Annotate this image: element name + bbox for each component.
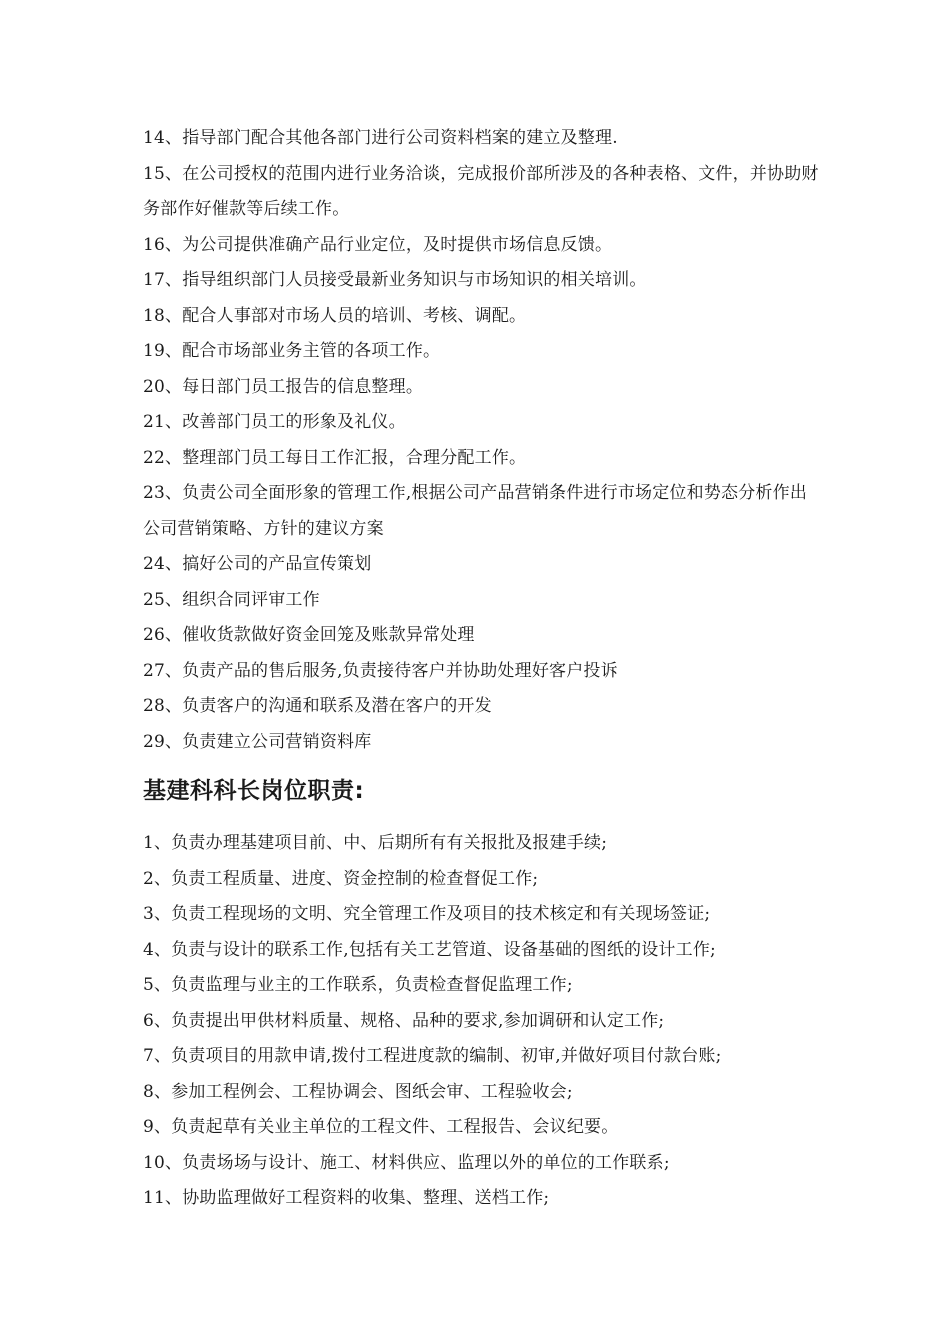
list-item: 21、改善部门员工的形象及礼仪。 <box>143 412 406 432</box>
list-item: 26、催收货款做好资金回笼及账款异常处理 <box>143 625 475 645</box>
list-item: 1、负责办理基建项目前、中、后期所有有关报批及报建手续; <box>143 833 608 853</box>
list-item: 24、搞好公司的产品宣传策划 <box>143 554 372 574</box>
list-item: 10、负责场场与设计、施工、材料供应、监理以外的单位的工作联系; <box>143 1152 670 1173</box>
list-item: 20、每日部门员工报告的信息整理。 <box>143 376 424 397</box>
list-item: 22、整理部门员工每日工作汇报，合理分配工作。 <box>143 447 527 468</box>
list-item: 28、负责客户的沟通和联系及潜在客户的开发 <box>143 696 492 716</box>
list-item: 16、为公司提供准确产品行业定位，及时提供市场信息反馈。 <box>143 234 613 255</box>
list-item: 23、负责公司全面形象的管理工作,根据公司产品营销条件进行市场定位和势态分析作出公司营销策略、方针的建议方案 <box>143 483 808 539</box>
duty-list-construction <box>143 826 823 1217</box>
list-item: 19、配合市场部业务主管的各项工作。 <box>143 341 441 361</box>
list-item: 9、负责起草有关业主单位的工程文件、工程报告、会议纪要。 <box>143 1117 619 1137</box>
list-item: 3、负责工程现场的文明、究全管理工作及项目的技术核定和有关现场签证; <box>143 904 711 924</box>
section-heading: 基建科科长岗位职责: <box>143 778 365 804</box>
duty-list-marketing <box>143 121 823 760</box>
list-item: 18、配合人事部对市场人员的培训、考核、调配。 <box>143 305 527 326</box>
list-item: 15、在公司授权的范围内进行业务洽谈，完成报价部所涉及的各种表格、文件，并协助财务部作好催款等后续工作。 <box>143 163 819 219</box>
list-item: 14、指导部门配合其他各部门进行公司资料档案的建立及整理. <box>143 128 618 148</box>
list-item: 7、负责项目的用款申请,拨付工程进度款的编制、初审,并做好项目付款台账; <box>143 1046 722 1066</box>
list-item: 27、负责产品的售后服务,负责接待客户并协助处理好客户投诉 <box>143 660 618 681</box>
list-item: 6、负责提出甲供材料质量、规格、品种的要求,参加调研和认定工作; <box>143 1010 665 1031</box>
list-item: 5、负责监理与业主的工作联系，负责检查督促监理工作; <box>143 975 573 995</box>
list-item: 25、组织合同评审工作 <box>143 589 320 610</box>
list-item: 8、参加工程例会、工程协调会、图纸会审、工程验收会; <box>143 1081 573 1102</box>
list-item: 2、负责工程质量、进度、资金控制的检查督促工作; <box>143 868 539 889</box>
list-item: 4、负责与设计的联系工作,包括有关工艺管道、设备基础的图纸的设计工作; <box>143 939 716 960</box>
list-item: 29、负责建立公司营销资料库 <box>143 731 372 752</box>
list-item: 17、指导组织部门人员接受最新业务知识与市场知识的相关培训。 <box>143 270 647 290</box>
document-content <box>143 121 823 1217</box>
list-item: 11、协助监理做好工程资料的收集、整理、送档工作; <box>143 1188 550 1208</box>
